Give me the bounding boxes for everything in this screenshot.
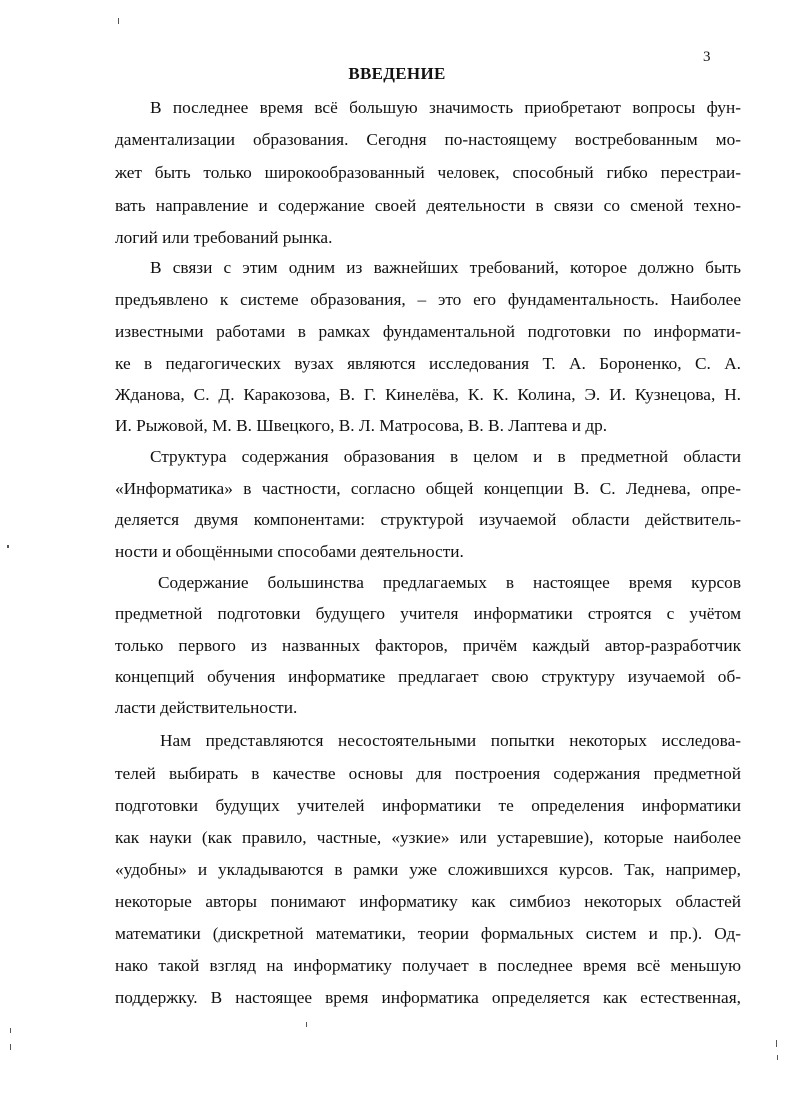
scan-speck [10, 1028, 11, 1033]
paragraph-5-line-6: некоторые авторы понимают информатику как симбиоз некоторых областей [115, 892, 741, 911]
paragraph-2-line-5: Жданова, С. Д. Каракозова, В. Г. Кинелёва, К. К. Колина, Э. И. Кузнецова, Н. [115, 385, 741, 404]
paragraph-3-line-3: деляется двумя компонентами: структурой изучаемой области действитель- [115, 510, 741, 529]
paragraph-1-line-3: жет быть только широкообразованный человек, способный гибко перестраи- [115, 163, 741, 182]
paragraph-2-line-2: предъявлено к системе образования, – это его фундаментальность. Наиболее [115, 290, 741, 309]
paragraph-4-line-4: концепций обучения информатике предлагает свою структуру изучаемой об- [115, 667, 741, 686]
paragraph-2-line-6: И. Рыжовой, М. В. Швецкого, В. Л. Матросова, В. В. Лаптева и др. [115, 416, 608, 435]
paragraph-5-line-4: как науки (как правило, частные, «узкие» или устаревшие), которые наиболее [115, 828, 741, 847]
paragraph-2-line-4: ке в педагогических вузах являются исследования Т. А. Бороненко, С. А. [115, 354, 741, 373]
paragraph-5-line-7: математики (дискретной математики, теории формальных систем и пр.). Од- [115, 924, 741, 943]
scan-speck [118, 18, 119, 24]
page-number: 3 [703, 49, 711, 65]
paragraph-5-line-8: нако такой взгляд на информатику получает в последнее время всё меньшую [115, 956, 741, 975]
scan-speck [777, 1055, 778, 1060]
paragraph-2-line-1: В связи с этим одним из важнейших требований, которое должно быть [150, 258, 741, 277]
paragraph-4-line-3: только первого из названных факторов, причём каждый автор-разработчик [115, 636, 741, 655]
scan-speck [306, 1022, 307, 1027]
paragraph-1-line-4: вать направление и содержание своей деятельности в связи со сменой техно- [115, 196, 741, 215]
paragraph-1-line-1: В последнее время всё большую значимость приобретают вопросы фун- [150, 98, 741, 117]
paragraph-3-line-1: Структура содержания образования в целом и в предметной области [150, 447, 741, 466]
page-title: ВВЕДЕНИЕ [348, 64, 446, 83]
paragraph-5-line-5: «удобны» и укладываются в рамки уже сложившихся курсов. Так, например, [115, 860, 741, 879]
scan-speck [776, 1040, 777, 1047]
paragraph-1-line-2: даментализации образования. Сегодня по-настоящему востребованным мо- [115, 130, 741, 149]
paragraph-4-line-1: Содержание большинства предлагаемых в настоящее время курсов [158, 573, 741, 592]
paragraph-5-line-1: Нам представляются несостоятельными попытки некоторых исследова- [160, 731, 741, 750]
paragraph-1-line-5: логий или требований рынка. [115, 228, 333, 247]
paragraph-5-line-3: подготовки будущих учителей информатики те определения информатики [115, 796, 741, 815]
paragraph-2-line-3: известными работами в рамках фундаментальной подготовки по информати- [115, 322, 741, 341]
scan-speck [10, 1044, 11, 1050]
paragraph-4-line-2: предметной подготовки будущего учителя информатики строятся с учётом [115, 604, 741, 623]
paragraph-5-line-2: телей выбирать в качестве основы для построения содержания предметной [115, 764, 741, 783]
paragraph-3-line-4: ности и обощёнными способами деятельности. [115, 542, 464, 561]
scan-speck [7, 545, 9, 548]
paragraph-3-line-2: «Информатика» в частности, согласно общей концепции В. С. Леднева, опре- [115, 479, 741, 498]
paragraph-5-line-9: поддержку. В настоящее время информатика определяется как естественная, [115, 988, 741, 1007]
paragraph-4-line-5: ласти действительности. [115, 698, 298, 717]
